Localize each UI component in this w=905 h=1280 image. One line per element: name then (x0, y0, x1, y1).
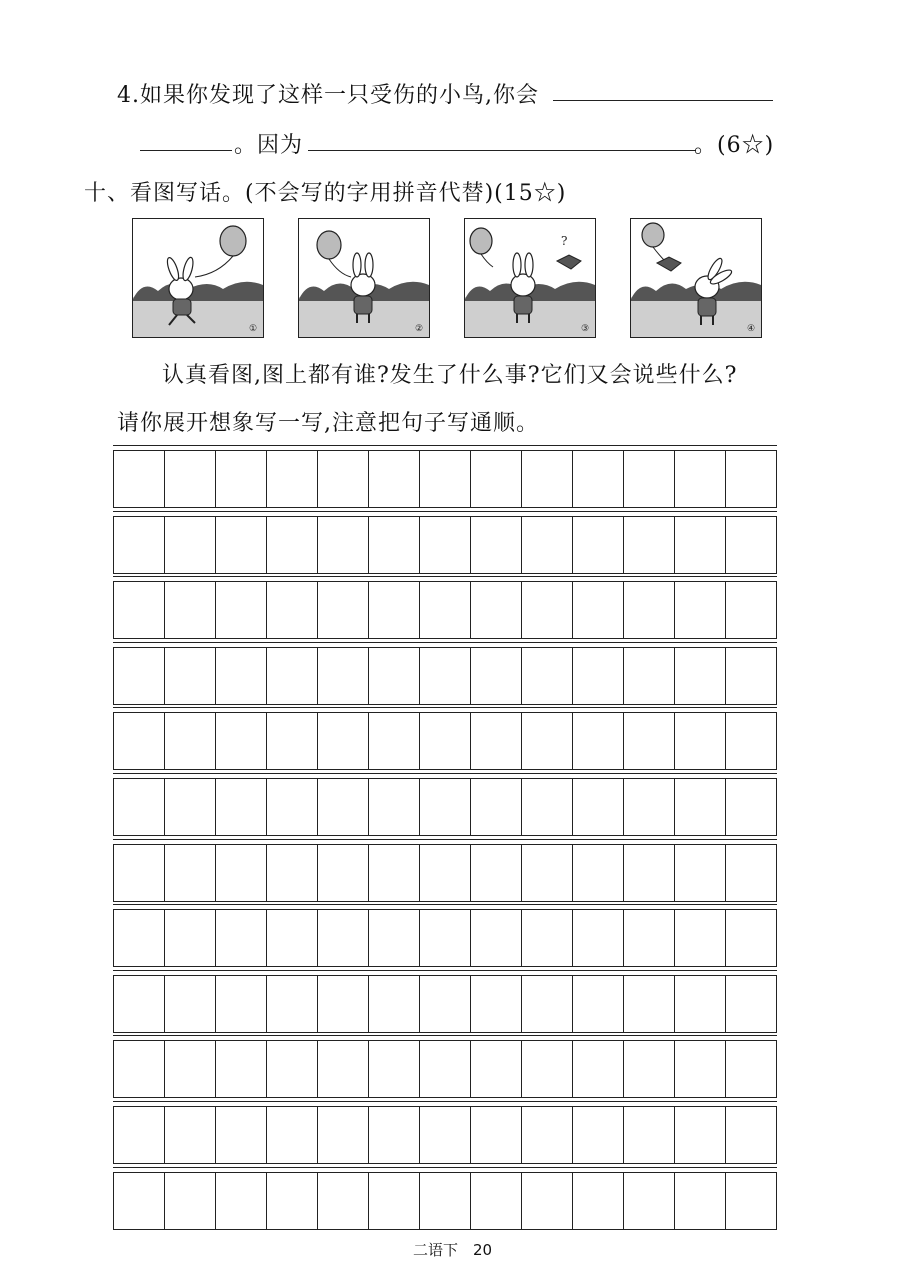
grid-cell[interactable] (623, 1040, 674, 1098)
grid-cell[interactable] (623, 647, 674, 705)
grid-cell[interactable] (674, 975, 725, 1033)
grid-cell[interactable] (725, 1172, 777, 1230)
grid-row (113, 1040, 777, 1098)
grid-cell[interactable] (164, 647, 215, 705)
grid-cell[interactable] (164, 581, 215, 639)
grid-cell[interactable] (674, 516, 725, 574)
grid-cell[interactable] (266, 1172, 317, 1230)
grid-cell[interactable] (317, 1106, 368, 1164)
grid-cell[interactable] (368, 712, 419, 770)
grid-cell[interactable] (419, 516, 470, 574)
rabbit-looking-balloon-scene-icon (299, 219, 429, 337)
grid-cell[interactable] (725, 975, 777, 1033)
grid-cell[interactable] (572, 1172, 623, 1230)
grid-cell[interactable] (368, 844, 419, 902)
grid-cell[interactable] (674, 778, 725, 836)
answer-blank-3[interactable] (308, 150, 696, 151)
svg-text:?: ? (561, 234, 568, 248)
grid-cell[interactable] (521, 909, 572, 967)
picture-panel-1 (132, 218, 264, 338)
grid-cell[interactable] (725, 581, 777, 639)
svg-text:④: ④ (747, 324, 756, 334)
svg-text:②: ② (415, 324, 424, 334)
grid-cell[interactable] (368, 581, 419, 639)
grid-cell[interactable] (521, 1040, 572, 1098)
grid-cell[interactable] (266, 647, 317, 705)
grid-cell[interactable] (215, 581, 266, 639)
grid-cell[interactable] (572, 844, 623, 902)
grid-cell[interactable] (113, 450, 164, 508)
grid-cell[interactable] (470, 1040, 521, 1098)
grid-cell[interactable] (623, 516, 674, 574)
grid-cell[interactable] (164, 844, 215, 902)
grid-cell[interactable] (215, 844, 266, 902)
grid-row (113, 1172, 777, 1230)
grid-cell[interactable] (521, 844, 572, 902)
rabbit-running-balloon-scene-icon (133, 219, 263, 337)
grid-cell[interactable] (521, 1106, 572, 1164)
grid-cell[interactable] (113, 778, 164, 836)
grid-cell[interactable] (470, 909, 521, 967)
grid-row (113, 778, 777, 836)
grid-cell[interactable] (113, 647, 164, 705)
grid-cell[interactable] (317, 1172, 368, 1230)
grid-cell[interactable] (113, 975, 164, 1033)
grid-cell[interactable] (725, 1040, 777, 1098)
grid-row (113, 712, 777, 770)
grid-cell[interactable] (572, 1040, 623, 1098)
grid-cell[interactable] (419, 712, 470, 770)
grid-cell[interactable] (521, 778, 572, 836)
grid-cell[interactable] (317, 712, 368, 770)
grid-cell[interactable] (164, 909, 215, 967)
grid-cell[interactable] (368, 1106, 419, 1164)
grid-cell[interactable] (113, 516, 164, 574)
grid-cell[interactable] (470, 844, 521, 902)
grid-cell[interactable] (368, 647, 419, 705)
page-footer: 二语下 20 (412, 1241, 493, 1259)
grid-cell[interactable] (368, 450, 419, 508)
section-10-title: 十、看图写话。(不会写的字用拼音代替)(15☆) (84, 181, 567, 206)
grid-cell[interactable] (623, 450, 674, 508)
picture-panel-3 (464, 218, 596, 338)
picture-panel-4 (630, 218, 762, 338)
grid-cell[interactable] (266, 516, 317, 574)
grid-row (113, 450, 777, 508)
grid-cell[interactable] (215, 450, 266, 508)
grid-cell[interactable] (521, 1172, 572, 1230)
grid-cell[interactable] (725, 516, 777, 574)
grid-cell[interactable] (674, 1040, 725, 1098)
grid-cell[interactable] (725, 844, 777, 902)
grid-row (113, 581, 777, 639)
grid-cell[interactable] (368, 516, 419, 574)
grid-cell[interactable] (113, 581, 164, 639)
grid-cell[interactable] (572, 909, 623, 967)
grid-cell[interactable] (674, 844, 725, 902)
grid-cell[interactable] (113, 844, 164, 902)
grid-cell[interactable] (113, 1172, 164, 1230)
grid-cell[interactable] (164, 1040, 215, 1098)
grid-cell[interactable] (725, 778, 777, 836)
grid-cell[interactable] (419, 1106, 470, 1164)
grid-cell[interactable] (470, 712, 521, 770)
grid-cell[interactable] (419, 975, 470, 1033)
instruction-line-1: 认真看图,图上都有谁?发生了什么事?它们又会说些什么? (162, 363, 738, 388)
grid-cell[interactable] (215, 1106, 266, 1164)
grid-cell[interactable] (674, 909, 725, 967)
grid-cell[interactable] (215, 975, 266, 1033)
svg-text:③: ③ (581, 324, 590, 334)
grid-cell[interactable] (317, 778, 368, 836)
grid-cell[interactable] (266, 778, 317, 836)
grid-row (113, 844, 777, 902)
grid-cell[interactable] (113, 712, 164, 770)
grid-cell[interactable] (164, 712, 215, 770)
grid-cell[interactable] (623, 1172, 674, 1230)
grid-cell[interactable] (266, 909, 317, 967)
grid-cell[interactable] (623, 975, 674, 1033)
grid-cell[interactable] (419, 1040, 470, 1098)
grid-cell[interactable] (164, 778, 215, 836)
grid-cell[interactable] (521, 581, 572, 639)
question-4-score: 。(6☆) (694, 133, 775, 158)
grid-row (113, 647, 777, 705)
grid-cell[interactable] (215, 516, 266, 574)
grid-cell[interactable] (470, 450, 521, 508)
grid-cell[interactable] (674, 712, 725, 770)
grid-cell[interactable] (470, 1172, 521, 1230)
grid-cell[interactable] (419, 909, 470, 967)
grid-cell[interactable] (674, 450, 725, 508)
grid-row (113, 1106, 777, 1164)
grid-cell[interactable] (368, 1172, 419, 1230)
grid-cell[interactable] (317, 581, 368, 639)
because-text: 。因为 (234, 133, 304, 158)
grid-cell[interactable] (674, 647, 725, 705)
grid-cell[interactable] (215, 712, 266, 770)
grid-cell[interactable] (470, 975, 521, 1033)
grid-cell[interactable] (419, 581, 470, 639)
grid-cell[interactable] (521, 712, 572, 770)
grid-cell[interactable] (266, 712, 317, 770)
instruction-line-2: 请你展开想象写一写,注意把句子写通顺。 (117, 411, 539, 436)
grid-cell[interactable] (623, 778, 674, 836)
bird-carrying-balloon-scene-icon (631, 219, 761, 337)
grid-cell[interactable] (623, 581, 674, 639)
grid-cell[interactable] (572, 975, 623, 1033)
grid-cell[interactable] (623, 1106, 674, 1164)
answer-blank-1[interactable] (553, 100, 773, 101)
grid-cell[interactable] (113, 909, 164, 967)
grid-cell[interactable] (470, 1106, 521, 1164)
grid-cell[interactable] (317, 1040, 368, 1098)
grid-cell[interactable] (317, 516, 368, 574)
grid-cell[interactable] (317, 975, 368, 1033)
grid-cell[interactable] (164, 975, 215, 1033)
grid-cell[interactable] (266, 581, 317, 639)
grid-cell[interactable] (113, 1106, 164, 1164)
grid-cell[interactable] (215, 909, 266, 967)
grid-cell[interactable] (470, 516, 521, 574)
grid-row (113, 909, 777, 967)
grid-cell[interactable] (164, 1106, 215, 1164)
grid-cell[interactable] (419, 647, 470, 705)
grid-cell[interactable] (725, 1106, 777, 1164)
grid-cell[interactable] (674, 581, 725, 639)
grid-cell[interactable] (572, 581, 623, 639)
grid-cell[interactable] (215, 1172, 266, 1230)
grid-cell[interactable] (368, 1040, 419, 1098)
grid-cell[interactable] (368, 975, 419, 1033)
grid-cell[interactable] (215, 647, 266, 705)
grid-cell[interactable] (470, 647, 521, 705)
grid-cell[interactable] (572, 647, 623, 705)
grid-cell[interactable] (317, 909, 368, 967)
grid-cell[interactable] (725, 647, 777, 705)
grid-cell[interactable] (266, 450, 317, 508)
grid-cell[interactable] (725, 909, 777, 967)
grid-cell[interactable] (521, 516, 572, 574)
grid-cell[interactable] (113, 1040, 164, 1098)
grid-cell[interactable] (266, 844, 317, 902)
picture-panel-2 (298, 218, 430, 338)
rabbit-bird-question-scene-icon (465, 219, 595, 337)
grid-cell[interactable] (164, 450, 215, 508)
grid-cell[interactable] (419, 778, 470, 836)
grid-cell[interactable] (674, 1106, 725, 1164)
grid-cell[interactable] (725, 450, 777, 508)
grid-cell[interactable] (368, 778, 419, 836)
grid-cell[interactable] (317, 844, 368, 902)
grid-cell[interactable] (317, 647, 368, 705)
grid-cell[interactable] (521, 450, 572, 508)
grid-cell[interactable] (419, 1172, 470, 1230)
grid-cell[interactable] (470, 581, 521, 639)
grid-cell[interactable] (623, 844, 674, 902)
grid-cell[interactable] (368, 909, 419, 967)
grid-cell[interactable] (521, 975, 572, 1033)
grid-cell[interactable] (572, 778, 623, 836)
grid-cell[interactable] (215, 778, 266, 836)
grid-row (113, 516, 777, 574)
question-4-text: 4.如果你发现了这样一只受伤的小鸟,你会 (117, 83, 539, 108)
grid-cell[interactable] (470, 778, 521, 836)
grid-cell[interactable] (164, 516, 215, 574)
grid-cell[interactable] (266, 1106, 317, 1164)
grid-cell[interactable] (521, 647, 572, 705)
grid-cell[interactable] (266, 1040, 317, 1098)
grid-cell[interactable] (164, 1172, 215, 1230)
grid-cell[interactable] (623, 712, 674, 770)
grid-cell[interactable] (419, 844, 470, 902)
grid-cell[interactable] (623, 909, 674, 967)
grid-cell[interactable] (572, 1106, 623, 1164)
grid-cell[interactable] (572, 516, 623, 574)
grid-cell[interactable] (419, 450, 470, 508)
grid-cell[interactable] (572, 712, 623, 770)
grid-cell[interactable] (317, 450, 368, 508)
svg-text:①: ① (249, 324, 258, 334)
grid-cell[interactable] (266, 975, 317, 1033)
grid-cell[interactable] (215, 1040, 266, 1098)
answer-blank-2[interactable] (140, 150, 232, 151)
grid-cell[interactable] (725, 712, 777, 770)
grid-cell[interactable] (674, 1172, 725, 1230)
grid-cell[interactable] (572, 450, 623, 508)
grid-row (113, 975, 777, 1033)
